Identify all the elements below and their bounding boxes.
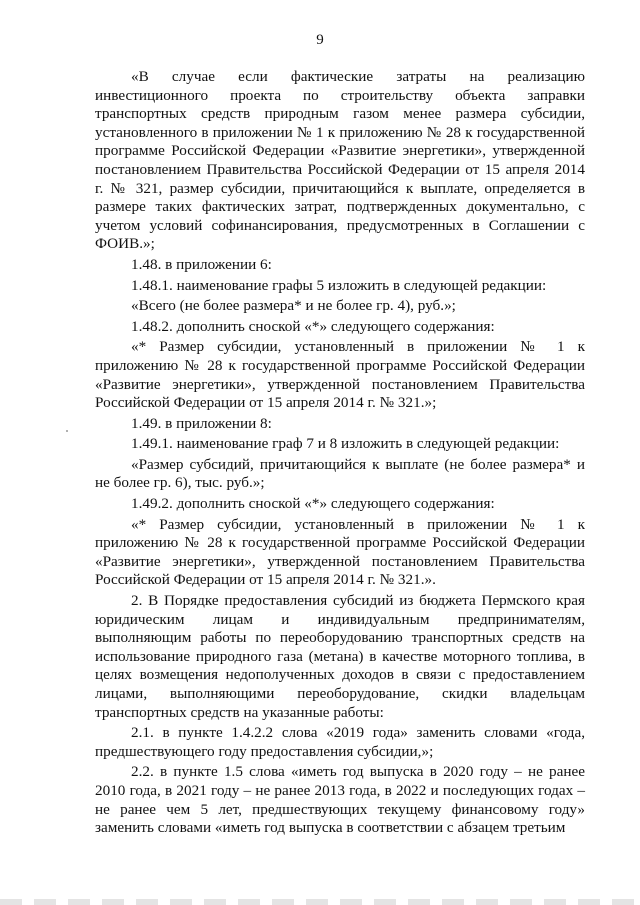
paragraph-1-48-2: 1.48.2. дополнить сноской «*» следующего содержания: <box>131 317 495 335</box>
paragraph-1-49: 1.49. в приложении 8: <box>131 414 272 432</box>
paragraph-1-48: 1.48. в приложении 6: <box>131 255 272 273</box>
paragraph-1-49-1: 1.49.1. наименование граф 7 и 8 изложить в следующей редакции: <box>131 435 560 453</box>
paragraph-2-2: 2.2. в пункте 1.5 слова «иметь год выпуска в 2020 году – не ранее 2010 года, в 2021 году – не ранее 2013 года, в 2022 и последующих годах – не ранее чем 5 лет, предшествующих текущему финансовому году» заменить словами «иметь год выпуска в соответствии с абзацем третьим <box>95 763 585 837</box>
scan-footer-artifact <box>0 899 640 905</box>
paragraph-1-49-1-text: «Размер субсидий, причитающийся к выплате (не более размера* и не более гр. 6), тыс. руб.»; <box>95 455 585 492</box>
paragraph-1-48-1-text: «Всего (не более размера* и не более гр. 4), руб.»; <box>131 297 456 315</box>
paragraph-1-48-2-footnote: «* Размер субсидии, установленный в приложении № 1 к приложению № 28 к государственной программе Российской Федерации «Развитие энергетики», утвержденной постановлением Правительства Российской Федерации от 15 апреля 2014 г. № 321.»; <box>95 338 585 412</box>
paragraph-1-48-1: 1.48.1. наименование графы 5 изложить в следующей редакции: <box>131 276 547 294</box>
scan-speck <box>66 430 68 432</box>
paragraph-2-1: 2.1. в пункте 1.4.2.2 слова «2019 года» заменить словами «года, предшествующего году предоставления субсидии,»; <box>95 724 585 760</box>
document-body <box>95 68 585 838</box>
paragraph-1-49-2: 1.49.2. дополнить сноской «*» следующего содержания: <box>131 495 495 513</box>
paragraph-2: 2. В Порядке предоставления субсидий из бюджета Пермского края юридическим лицам и индивидуальным предпринимателям, выполняющим работы по переоборудованию транспортных средств на использование природного газа (метана) в качестве моторного топлива, в целях возмещения недополученных доходов в связи с предоставлением лицами, выполняющими переоборудование, скидки владельцам транспортных средств на указанные работы: <box>95 592 585 721</box>
paragraph-subsidy-clause: «В случае если фактические затраты на реализацию инвестиционного проекта по строительству объекта заправки транспортных средств природным газом менее размера субсидии, установленного в приложении № 1 к приложению № 28 к государственной программе Российской Федерации «Развитие энергетики», утвержденной постановлением Правительства Российской Федерации от 15 апреля 2014 г. № 321, размер субсидии, причитающийся к выплате, определяется в размере таких фактических затрат, подтвержденных документально, с учетом условий софинансирования, предусмотренных в Соглашении с ФОИВ.»; <box>95 68 585 253</box>
paragraph-1-49-2-footnote: «* Размер субсидии, установленный в приложении № 1 к приложению № 28 к государственной программе Российской Федерации «Развитие энергетики», утвержденной постановлением Правительства Российской Федерации от 15 апреля 2014 г. № 321.». <box>95 515 585 589</box>
page-number: 9 <box>316 32 324 48</box>
